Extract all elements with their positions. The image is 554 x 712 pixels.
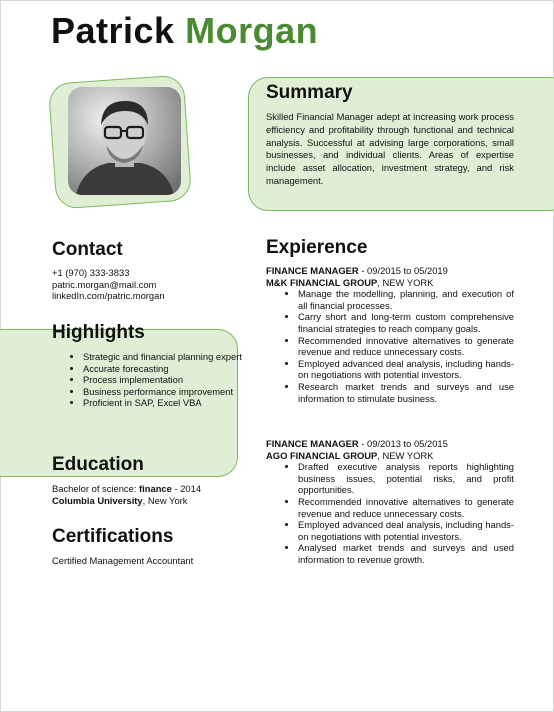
school-name: Columbia University bbox=[52, 494, 143, 506]
job-bullets bbox=[266, 461, 514, 565]
list-item: • Strategic and financial planning expert bbox=[83, 351, 253, 363]
list-item: • Carry short and long-term custom comprehensive financial strategies to reach company goals. bbox=[298, 311, 514, 334]
list-item: • Business performance improvement bbox=[83, 386, 253, 398]
experience-heading: Expierence bbox=[266, 237, 368, 258]
list-item: • Recommended innovative alternatives to generate revenue and reduce unnecessary costs. bbox=[298, 335, 514, 358]
degree-line bbox=[52, 483, 201, 495]
highlights-list bbox=[67, 351, 253, 409]
degree-year: - 2014 bbox=[171, 483, 202, 494]
profile-photo bbox=[68, 87, 181, 195]
first-name: Patrick bbox=[51, 10, 175, 51]
list-item: • Recommended innovative alternatives to generate revenue and reduce unnecessary costs. bbox=[298, 496, 514, 519]
job-bullets bbox=[266, 288, 514, 404]
job-dates: - 09/2013 to 05/2015 bbox=[358, 438, 448, 449]
last-name: Morgan bbox=[185, 10, 319, 51]
list-item: • Employed advanced deal analysis, including hands-on negotiations with potential investors. bbox=[298, 358, 514, 381]
highlights-heading: Highlights bbox=[52, 322, 145, 343]
job-role: FINANCE MANAGER bbox=[266, 265, 359, 276]
list-item: • Proficient in SAP, Excel VBA bbox=[83, 397, 253, 409]
job-location: , NEW YORK bbox=[377, 276, 434, 288]
contact-linkedin: linkedIn.com/patric.morgan bbox=[52, 290, 165, 302]
job-dates: - 09/2015 to 05/2019 bbox=[358, 265, 448, 276]
certifications-heading: Certifications bbox=[52, 526, 174, 547]
job-entry bbox=[266, 438, 514, 566]
contact-phone: +1 (970) 333-3833 bbox=[52, 267, 130, 278]
degree-field: finance bbox=[139, 483, 172, 494]
list-item: • Research market trends and surveys and use information to stimulate business. bbox=[298, 381, 514, 404]
list-item: • Manage the modelling, planning, and execution of all financial processes. bbox=[298, 288, 514, 311]
job-company-line bbox=[266, 277, 514, 289]
list-item: • Process implementation bbox=[83, 374, 253, 386]
education-details bbox=[52, 483, 201, 506]
contact-details bbox=[52, 267, 165, 302]
job-title-line bbox=[266, 265, 514, 277]
summary-text: Skilled Financial Manager adept at increasing work process efficiency and profitability through functional and technical analysis. Successful at advising large corporations, small businesses, and individual clients. Areas of expertise include asset allocation, investment strategy, and risk management. bbox=[266, 111, 514, 186]
job-title-line bbox=[266, 438, 514, 450]
education-heading: Education bbox=[52, 454, 144, 475]
contact-heading: Contact bbox=[52, 239, 123, 260]
degree-prefix: Bachelor of science: bbox=[52, 483, 140, 494]
job-company-line bbox=[266, 450, 514, 462]
school-line bbox=[52, 495, 201, 507]
job-company: M&K FINANCIAL GROUP bbox=[266, 276, 378, 288]
contact-email: patric.morgan@mail.com bbox=[52, 278, 157, 290]
school-location: , New York bbox=[142, 494, 188, 506]
job-role: FINANCE MANAGER bbox=[266, 438, 359, 449]
certification-item: Certified Management Accountant bbox=[52, 555, 194, 566]
list-item: • Accurate forecasting bbox=[83, 363, 253, 375]
candidate-name bbox=[51, 9, 318, 53]
job-location: , NEW YORK bbox=[377, 449, 434, 461]
job-company: AGO FINANCIAL GROUP bbox=[266, 449, 378, 461]
job-entry bbox=[266, 265, 514, 404]
list-item: • Employed advanced deal analysis, including hands-on negotiations with potential investors. bbox=[298, 519, 514, 542]
summary-heading: Summary bbox=[266, 82, 353, 103]
list-item: • Drafted executive analysis reports highlighting business issues, potential risks, and profit opportunities. bbox=[298, 461, 514, 496]
list-item: • Analysed market trends and surveys and used information to revenue growth. bbox=[298, 542, 514, 565]
